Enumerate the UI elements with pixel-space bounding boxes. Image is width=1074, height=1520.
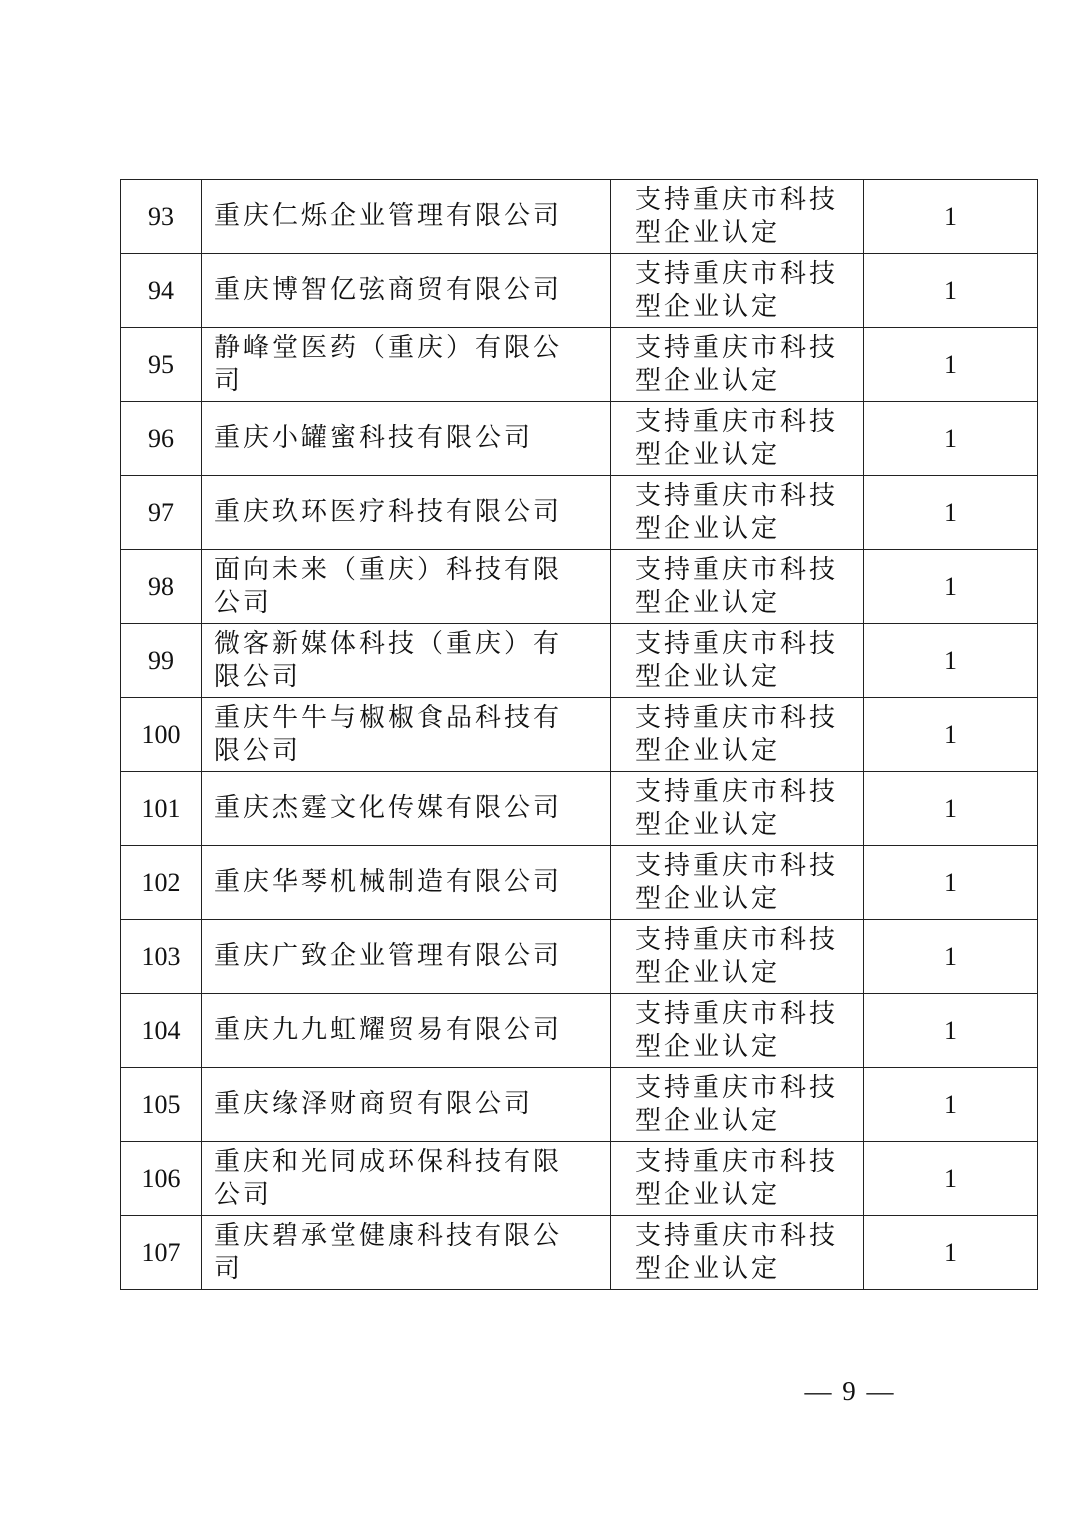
row-number: 94 xyxy=(121,254,202,328)
row-number: 96 xyxy=(121,402,202,476)
table-row xyxy=(121,402,1038,476)
row-number: 93 xyxy=(121,180,202,254)
table-row xyxy=(121,328,1038,402)
count-value: 1 xyxy=(864,772,1038,846)
table-row xyxy=(121,772,1038,846)
page-number: — 9 — xyxy=(804,1376,896,1406)
count-value: 1 xyxy=(864,180,1038,254)
company-name: 面向未来（重庆）科技有限公司 xyxy=(202,550,611,624)
support-item: 支持重庆市科技型企业认定 xyxy=(611,1216,864,1290)
table-body xyxy=(121,180,1038,1290)
table-row xyxy=(121,254,1038,328)
row-number: 95 xyxy=(121,328,202,402)
table-row xyxy=(121,476,1038,550)
count-value: 1 xyxy=(864,1216,1038,1290)
table-row xyxy=(121,920,1038,994)
count-value: 1 xyxy=(864,1068,1038,1142)
row-number: 104 xyxy=(121,994,202,1068)
support-item: 支持重庆市科技型企业认定 xyxy=(611,1068,864,1142)
company-table xyxy=(120,179,1038,1290)
row-number: 106 xyxy=(121,1142,202,1216)
support-item: 支持重庆市科技型企业认定 xyxy=(611,254,864,328)
count-value: 1 xyxy=(864,624,1038,698)
company-name: 重庆牛牛与椒椒食品科技有限公司 xyxy=(202,698,611,772)
company-name: 重庆杰霆文化传媒有限公司 xyxy=(202,772,611,846)
support-item: 支持重庆市科技型企业认定 xyxy=(611,180,864,254)
count-value: 1 xyxy=(864,476,1038,550)
support-item: 支持重庆市科技型企业认定 xyxy=(611,772,864,846)
support-item: 支持重庆市科技型企业认定 xyxy=(611,476,864,550)
company-name: 重庆博智亿弦商贸有限公司 xyxy=(202,254,611,328)
support-item: 支持重庆市科技型企业认定 xyxy=(611,550,864,624)
support-item: 支持重庆市科技型企业认定 xyxy=(611,402,864,476)
row-number: 100 xyxy=(121,698,202,772)
table-row xyxy=(121,994,1038,1068)
table-row xyxy=(121,698,1038,772)
table-row xyxy=(121,550,1038,624)
company-name: 重庆玖环医疗科技有限公司 xyxy=(202,476,611,550)
table-row xyxy=(121,180,1038,254)
table-row xyxy=(121,624,1038,698)
table-row xyxy=(121,1068,1038,1142)
count-value: 1 xyxy=(864,328,1038,402)
row-number: 101 xyxy=(121,772,202,846)
count-value: 1 xyxy=(864,550,1038,624)
company-name: 重庆缘泽财商贸有限公司 xyxy=(202,1068,611,1142)
count-value: 1 xyxy=(864,994,1038,1068)
support-item: 支持重庆市科技型企业认定 xyxy=(611,994,864,1068)
count-value: 1 xyxy=(864,254,1038,328)
row-number: 97 xyxy=(121,476,202,550)
table-row xyxy=(121,1142,1038,1216)
company-name: 重庆小罐蜜科技有限公司 xyxy=(202,402,611,476)
count-value: 1 xyxy=(864,402,1038,476)
company-name: 重庆碧承堂健康科技有限公司 xyxy=(202,1216,611,1290)
support-item: 支持重庆市科技型企业认定 xyxy=(611,328,864,402)
row-number: 98 xyxy=(121,550,202,624)
company-name: 重庆华琴机械制造有限公司 xyxy=(202,846,611,920)
company-name: 静峰堂医药（重庆）有限公司 xyxy=(202,328,611,402)
company-name: 重庆仁烁企业管理有限公司 xyxy=(202,180,611,254)
row-number: 99 xyxy=(121,624,202,698)
row-number: 102 xyxy=(121,846,202,920)
row-number: 107 xyxy=(121,1216,202,1290)
count-value: 1 xyxy=(864,920,1038,994)
support-item: 支持重庆市科技型企业认定 xyxy=(611,1142,864,1216)
support-item: 支持重庆市科技型企业认定 xyxy=(611,624,864,698)
support-item: 支持重庆市科技型企业认定 xyxy=(611,698,864,772)
support-item: 支持重庆市科技型企业认定 xyxy=(611,920,864,994)
company-name: 重庆和光同成环保科技有限公司 xyxy=(202,1142,611,1216)
count-value: 1 xyxy=(864,698,1038,772)
row-number: 103 xyxy=(121,920,202,994)
row-number: 105 xyxy=(121,1068,202,1142)
table-row xyxy=(121,846,1038,920)
count-value: 1 xyxy=(864,846,1038,920)
count-value: 1 xyxy=(864,1142,1038,1216)
company-name: 微客新媒体科技（重庆）有限公司 xyxy=(202,624,611,698)
company-name: 重庆九九虹耀贸易有限公司 xyxy=(202,994,611,1068)
company-name: 重庆广致企业管理有限公司 xyxy=(202,920,611,994)
support-item: 支持重庆市科技型企业认定 xyxy=(611,846,864,920)
table-row xyxy=(121,1216,1038,1290)
